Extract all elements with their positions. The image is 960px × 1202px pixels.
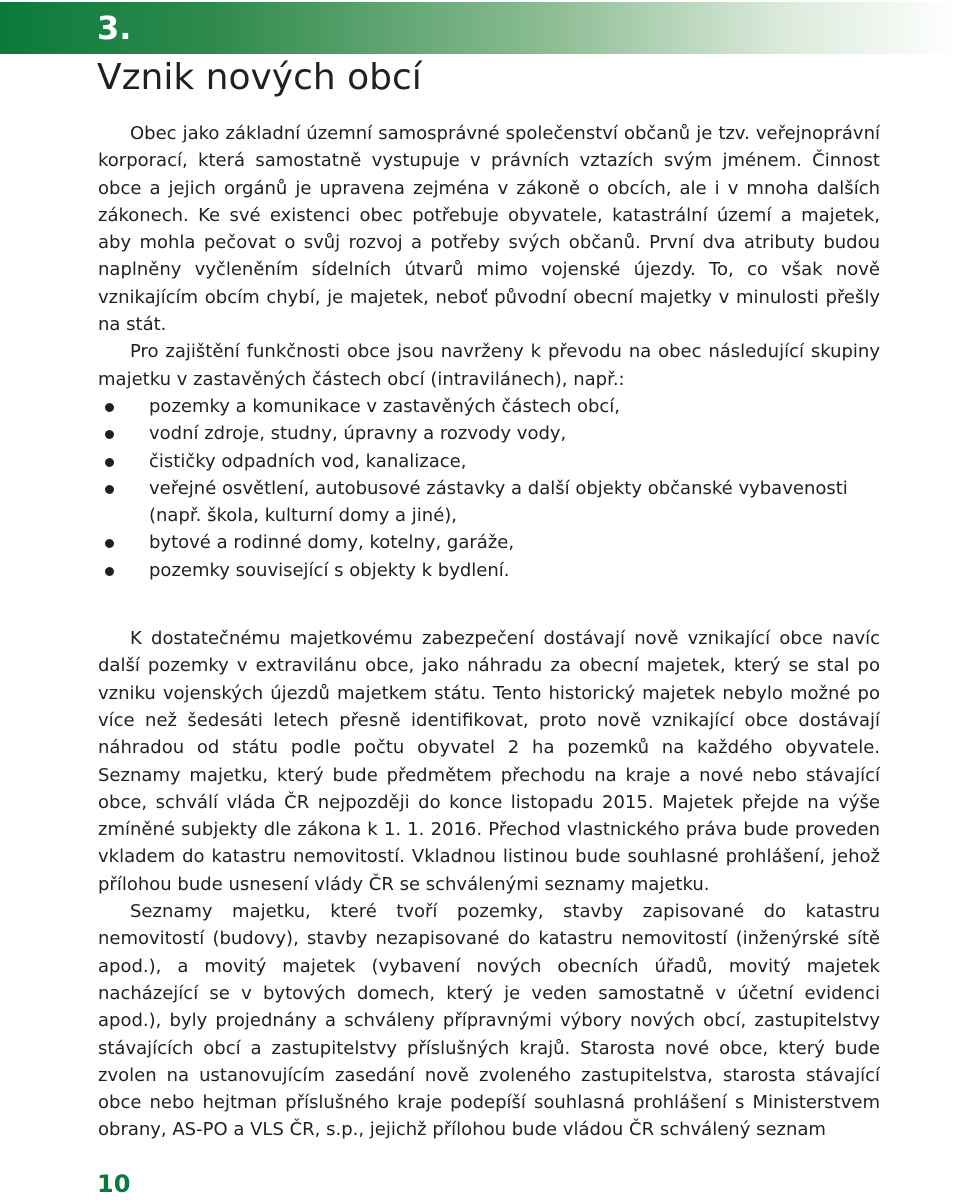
paragraph: Pro zajištění funkčnosti obce jsou navrženy k převodu na obec následující skupiny majetku v zastavěných částech obcí (intravilánech), např.: (98, 341, 880, 390)
list-item: veřejné osvětlení, autobusové zástavky a další objekty občanské vybavenosti (např. škola, kulturní domy a jiné), (98, 475, 880, 530)
paragraph: Obec jako základní územní samosprávné společenství občanů je tzv. veřejnoprávní korporací, která samostatně vystupuje v právních vztazích svým jménem. Činnost obce a jejich orgánů je upravena zejména v zákoně o obcích, ale i v mnoha dalších zákonech. Ke své existenci obec potřebuje obyvatele, katastrální území a majetek, aby mohla pečovat o svůj rozvoj a potřeby svých občanů. První dva atributy budou naplněny vyčleněním sídelních útvarů mimo vojenské újezdy. To, co však nově vznikajícím obcím chybí, je majetek, neboť původní obecní majetky v minulosti přešly na stát. (98, 123, 880, 336)
asset-list (98, 393, 880, 584)
list-item: vodní zdroje, studny, úpravny a rozvody vody, (98, 420, 880, 447)
body-text (98, 120, 880, 1144)
paragraph: Seznamy majetku, které tvoří pozemky, stavby zapisované do katastru nemovitostí (budovy), stavby nezapisované do katastru nemovitostí (inženýrské sítě apod.), a movitý majetek (vybavení nových obecních úřadů, movitý majetek nacházející se v bytových domech, který je veden samostatně v účetní evidenci apod.), byly projednány a schváleny přípravnými výbory nových obcí, zastupitelstvy stávajících obcí a zastupitelstvy příslušných krajů. Starosta nové obce, který bude zvolen na ustanovujícím zasedání nově zvoleného zastupitelstva, starosta stávající obce nebo hejtman příslušného kraje podepíší souhlasná prohlášení s Ministerstvem obrany, AS-PO a VLS ČR, s.p., jejichž přílohou bude vládou ČR schválený seznam (98, 901, 880, 1141)
list-item: čističky odpadních vod, kanalizace, (98, 448, 880, 475)
list-item: pozemky související s objekty k bydlení. (98, 557, 880, 584)
page-number: 10 (97, 1170, 131, 1198)
chapter-banner (0, 2, 960, 54)
list-item: bytové a rodinné domy, kotelny, garáže, (98, 529, 880, 556)
paragraph: K dostatečnému majetkovému zabezpečení dostávají nově vznikající obce navíc další pozemky v extravilánu obce, jako náhradu za obecní majetek, který se stal po vzniku vojenských újezdů majetkem státu. Tento historický majetek nebylo možné po více než šedesáti letech přesně identifikovat, proto nově vznikající obce dostávají náhradou od státu podle počtu obyvatel 2 ha pozemků na každého obyvatele. Seznamy majetku, který bude předmětem přechodu na kraje a nové nebo stávající obce, schválí vláda ČR nejpozději do konce listopadu 2015. Majetek přejde na výše zmíněné subjekty dle zákona k 1. 1. 2016. Přechod vlastnického práva bude proveden vkladem do katastru nemovitostí. Vkladnou listinou bude souhlasné prohlášení, jehož přílohou bude usnesení vlády ČR se schválenými seznamy majetku. (98, 628, 880, 895)
list-item: pozemky a komunikace v zastavěných částech obcí, (98, 393, 880, 420)
page-title: Vznik nových obcí (97, 57, 422, 98)
paragraph-gap (98, 584, 880, 625)
chapter-number: 3. (97, 9, 132, 47)
